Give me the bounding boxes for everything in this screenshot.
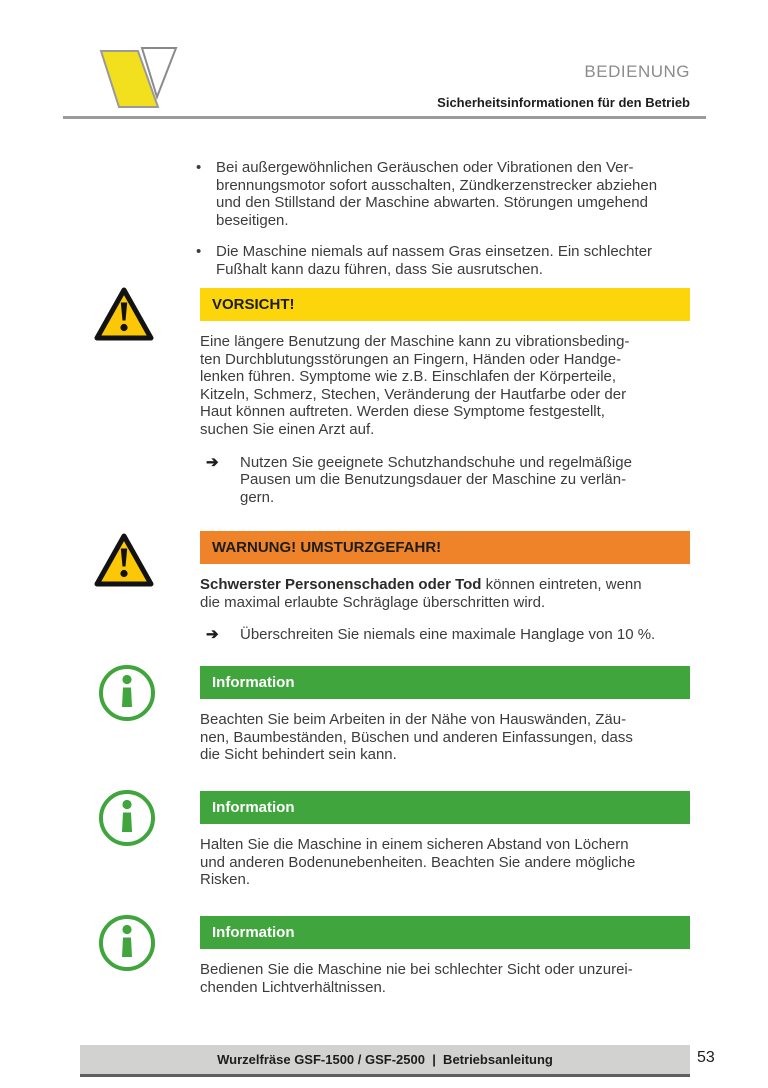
safety-bullet-list [180,159,692,293]
info-box-1 [200,666,690,764]
info-box-body: Bedienen Sie die Maschine nie bei schlechter Sicht oder unzurei- chenden Lichtverhältnissen. [200,961,633,996]
chapter-title: BEDIENUNG [584,62,690,81]
info-box-2 [200,791,690,889]
info-box-title: Information [200,666,690,699]
list-item-text: Bei außergewöhnlichen Geräuschen oder Vibrationen den Ver- brennungsmotor sofort ausschalten, Zündkerzenstrecker abziehen und den Stillstand der Maschine abwarten. Störungen umgehend beseitigen. [216,159,658,229]
info-box-3 [200,916,690,996]
bullet-icon: • [196,159,202,176]
arrow-icon: ➔ [206,453,219,471]
caution-box [200,288,690,506]
footer-doc-title: Wurzelfräse GSF-1500 / GSF-2500 | Betriebsanleitung [80,1045,690,1077]
page-number: 53 [697,1049,715,1066]
info-box-body: Beachten Sie beim Arbeiten in der Nähe von Hauswänden, Zäu- nen, Baumbeständen, Büschen und anderen Einfassungen, dass die Sicht behindert sein kann. [200,711,633,764]
caution-box-body: Eine längere Benutzung der Maschine kann zu vibrationsbeding- ten Durchblutungsstörungen an Fingern, Händen oder Handge- lenken führen. Symptome wie z.B. Einschlafen der Körperteile, Kitzeln, Schmerz, Stechen, Veränderung der Hautfarbe oder der Haut können auftreten. Werden diese Symptome festgestellt, suchen Sie einen Arzt auf. [200,333,630,438]
info-box-title: Information [200,916,690,949]
list-item [180,243,692,278]
caution-action-text: Nutzen Sie geeignete Schutzhandschuhe und regelmäßige Pausen um die Benutzungsdauer der Maschine zu verlän- gern. [240,453,632,506]
warning-box [200,531,690,644]
caution-action [200,454,690,507]
header-divider [63,116,706,119]
arrow-icon: ➔ [206,626,219,644]
info-box-title: Information [200,791,690,824]
caution-box-title: VORSICHT! [200,288,690,321]
info-icon [97,913,157,978]
warning-triangle-icon [92,531,156,596]
info-icon [97,788,157,853]
warning-box-body: Schwerster Personenschaden oder Tod können eintreten, wenn die maximal erlaubte Schräglage überschritten wird. [200,576,642,611]
warning-lead-bold: Schwerster Personenschaden oder Tod [200,576,482,593]
warning-triangle-icon [92,285,156,350]
brand-logo-icon [86,44,178,121]
info-box-body: Halten Sie die Maschine in einem sicheren Abstand von Löchern und anderen Bodenunebenheiten. Beachten Sie andere mögliche Risken. [200,836,636,889]
list-item [180,159,692,229]
warning-action [200,626,690,644]
warning-action-text: Überschreiten Sie niemals eine maximale Hanglage von 10 %. [240,626,656,644]
warning-box-title: WARNUNG! UMSTURZGEFAHR! [200,531,690,564]
section-subtitle: Sicherheitsinformationen für den Betrieb [437,95,690,110]
list-item-text: Die Maschine niemals auf nassem Gras einsetzen. Ein schlechter Fußhalt kann dazu führen, dass Sie ausrutschen. [216,243,653,278]
info-icon [97,663,157,728]
warning-lead-rest: können eintreten, wenn [481,576,642,593]
bullet-icon: • [196,243,202,261]
